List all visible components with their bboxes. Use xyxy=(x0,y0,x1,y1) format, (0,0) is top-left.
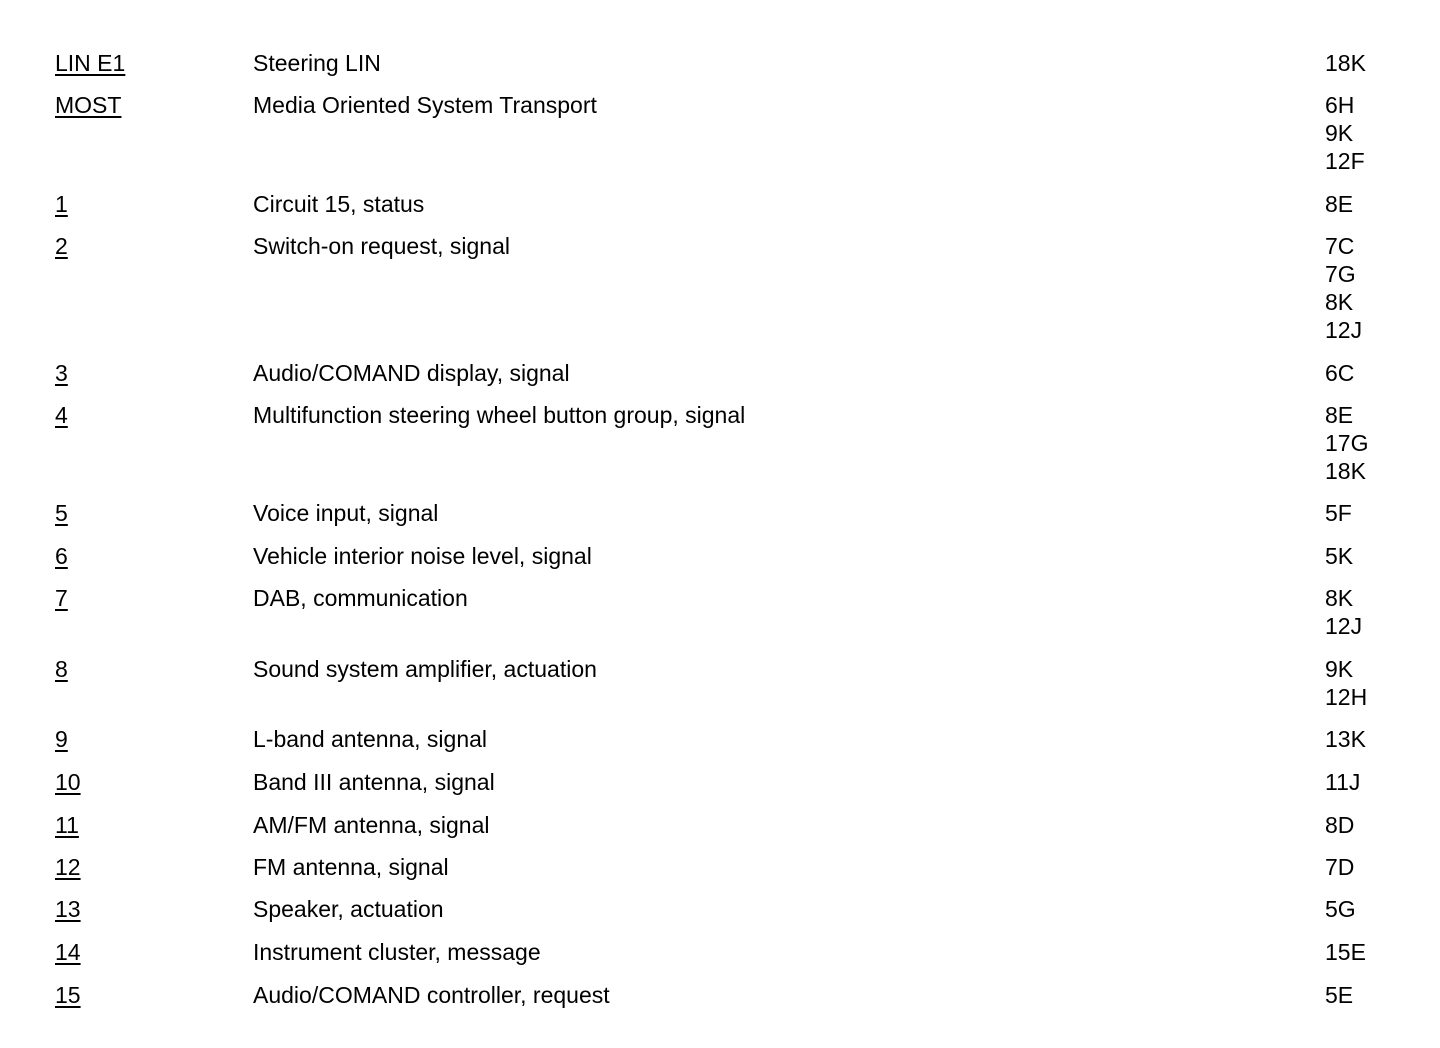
grid-reference: 13K xyxy=(1325,726,1366,752)
grid-reference: 5K xyxy=(1325,543,1354,569)
grid-references xyxy=(1325,811,1354,839)
legend-description: Circuit 15, status xyxy=(253,191,425,217)
legend-key[interactable]: 4 xyxy=(55,402,68,428)
legend-description: Vehicle interior noise level, signal xyxy=(253,543,592,569)
legend-key[interactable]: 5 xyxy=(55,500,68,526)
legend-key[interactable]: 2 xyxy=(55,233,68,259)
grid-reference: 8K xyxy=(1325,289,1354,315)
grid-reference: 5F xyxy=(1325,500,1352,526)
grid-reference: 5E xyxy=(1325,982,1354,1008)
legend-description: Multifunction steering wheel button group, signal xyxy=(253,402,746,428)
grid-references xyxy=(1325,895,1356,923)
grid-references xyxy=(1325,655,1367,711)
legend-key[interactable]: 10 xyxy=(55,769,81,795)
legend-key[interactable]: 6 xyxy=(55,543,68,569)
legend-description: Steering LIN xyxy=(253,50,381,76)
legend-key[interactable]: 12 xyxy=(55,854,81,880)
legend-description: FM antenna, signal xyxy=(253,854,449,880)
grid-references xyxy=(1325,401,1368,485)
grid-references xyxy=(1325,981,1353,1009)
grid-reference: 6C xyxy=(1325,360,1355,386)
grid-reference: 7D xyxy=(1325,854,1355,880)
legend-key[interactable]: 8 xyxy=(55,656,68,682)
legend-key[interactable]: 7 xyxy=(55,585,68,611)
grid-reference: 12J xyxy=(1325,317,1363,343)
grid-reference: 12F xyxy=(1325,148,1365,174)
legend-key[interactable]: MOST xyxy=(55,92,122,118)
grid-references xyxy=(1325,853,1354,881)
grid-reference: 8D xyxy=(1325,812,1355,838)
grid-reference: 5G xyxy=(1325,896,1356,922)
grid-reference: 9K xyxy=(1325,120,1354,146)
legend-description: Audio/COMAND display, signal xyxy=(253,360,570,386)
grid-reference: 18K xyxy=(1325,50,1366,76)
legend-key[interactable]: 11 xyxy=(55,812,79,838)
grid-references xyxy=(1325,768,1360,796)
legend-description: L-band antenna, signal xyxy=(253,726,488,752)
grid-reference: 18K xyxy=(1325,458,1366,484)
legend-description: Band III antenna, signal xyxy=(253,769,495,795)
legend-description: Media Oriented System Transport xyxy=(253,92,597,118)
grid-reference: 8E xyxy=(1325,191,1354,217)
grid-references xyxy=(1325,359,1354,387)
legend-key[interactable]: 9 xyxy=(55,726,68,752)
grid-reference: 7G xyxy=(1325,261,1356,287)
legend-key[interactable]: LIN E1 xyxy=(55,50,126,76)
grid-references xyxy=(1325,542,1353,570)
grid-references xyxy=(1325,91,1365,175)
grid-reference: 17G xyxy=(1325,430,1369,456)
grid-reference: 12J xyxy=(1325,613,1363,639)
grid-references xyxy=(1325,584,1362,640)
legend-key[interactable]: 1 xyxy=(55,191,68,217)
legend-description: Instrument cluster, message xyxy=(253,939,541,965)
grid-reference: 8E xyxy=(1325,402,1354,428)
legend-description: Switch-on request, signal xyxy=(253,233,510,259)
grid-references xyxy=(1325,725,1366,753)
legend-description: Voice input, signal xyxy=(253,500,439,526)
grid-references xyxy=(1325,49,1366,77)
grid-reference: 6H xyxy=(1325,92,1355,118)
legend-key[interactable]: 3 xyxy=(55,360,68,386)
grid-references xyxy=(1325,499,1352,527)
legend-key[interactable]: 14 xyxy=(55,939,81,965)
legend-description: Sound system amplifier, actuation xyxy=(253,656,597,682)
grid-reference: 8K xyxy=(1325,585,1354,611)
grid-reference: 12H xyxy=(1325,684,1368,710)
grid-references xyxy=(1325,938,1366,966)
grid-references xyxy=(1325,190,1353,218)
legend-description: DAB, communication xyxy=(253,585,468,611)
legend-description: Speaker, actuation xyxy=(253,896,444,922)
legend-key[interactable]: 15 xyxy=(55,982,81,1008)
grid-reference: 15E xyxy=(1325,939,1366,965)
legend-description: AM/FM antenna, signal xyxy=(253,812,490,838)
grid-reference: 7C xyxy=(1325,233,1355,259)
grid-reference: 11J xyxy=(1325,769,1361,795)
grid-references xyxy=(1325,232,1362,344)
grid-reference: 9K xyxy=(1325,656,1354,682)
legend-key[interactable]: 13 xyxy=(55,896,81,922)
legend-description: Audio/COMAND controller, request xyxy=(253,982,610,1008)
